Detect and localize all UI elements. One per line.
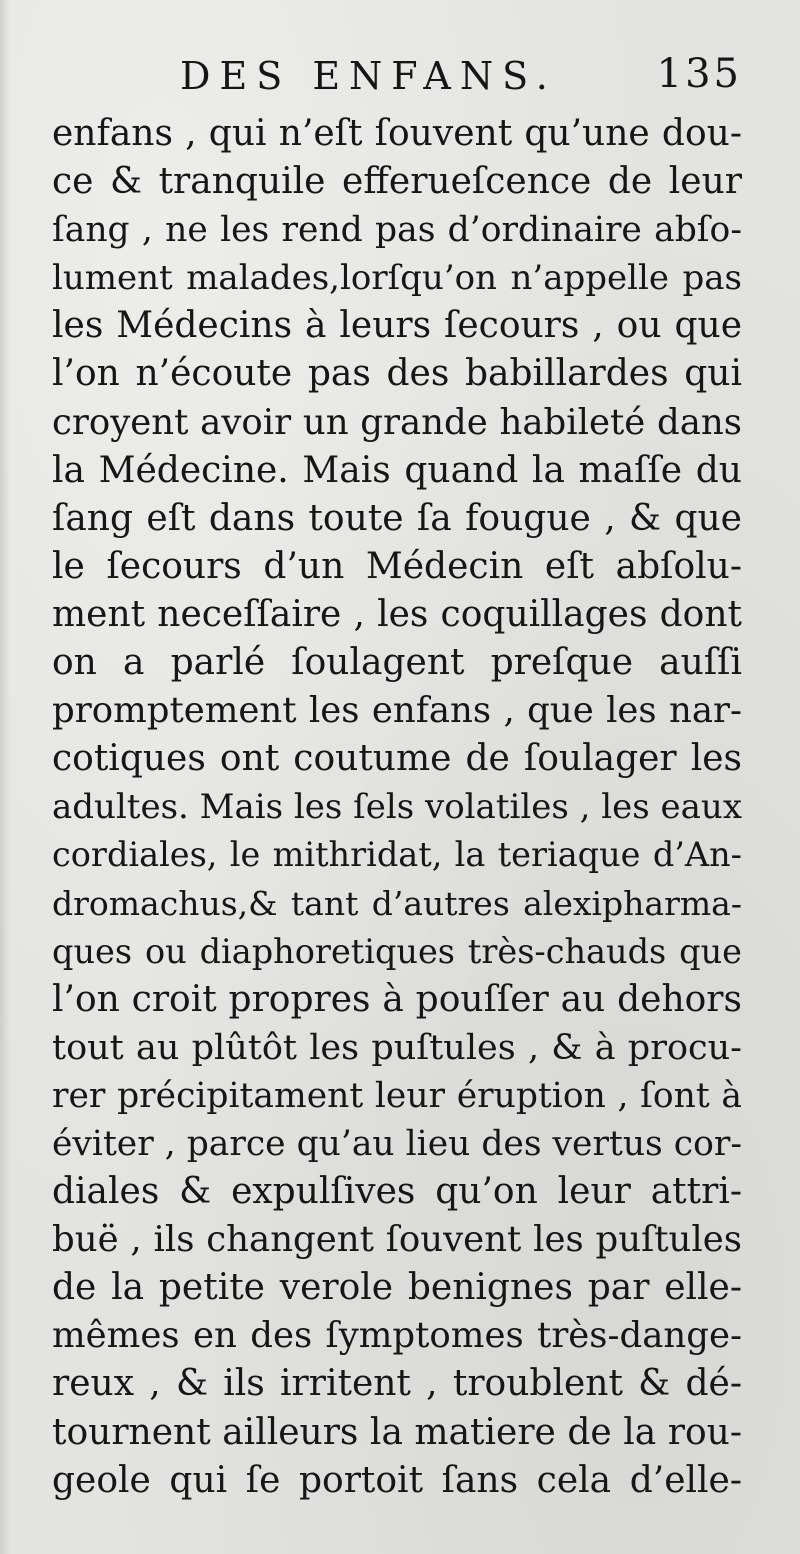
text-line: enfans , qui n’eſt ſouvent qu’une dou- [52, 113, 742, 154]
page-number: 135 [656, 51, 742, 97]
text-line: ques ou diaphoretiques très-chauds que [52, 931, 742, 971]
text-line: rer précipitament leur éruption , ſont à [52, 1075, 742, 1116]
text-line: buë , ils changent ſouvent les puſtules [52, 1219, 742, 1261]
text-line: la Médecine. Mais quand la maſſe du [52, 449, 742, 491]
text-line: adultes. Mais les ſels volatiles , les eaux [52, 787, 742, 828]
text-line: tout au plûtôt les puſtules , & à procu- [52, 1027, 742, 1068]
text-line: tournent ailleurs la matiere de la rou- [52, 1411, 742, 1453]
text-line: geole qui ſe portoit ſans cela d’elle- [52, 1459, 742, 1501]
body-text [52, 110, 742, 1505]
text-line: diales & expulſives qu’on leur attri- [52, 1171, 742, 1213]
text-line: de la petite verole benignes par elle- [52, 1267, 742, 1309]
page-header [180, 50, 742, 102]
text-line: mêmes en des ſymptomes très-dange- [52, 1315, 742, 1357]
text-line: croyent avoir un grande habileté dans [52, 401, 742, 443]
text-line: l’on croit propres à pouſſer au dehors [52, 978, 742, 1020]
text-line: lument malades,lorſqu’on n’appelle pas [52, 258, 742, 299]
text-line: l’on n’écoute pas des babillardes qui [52, 353, 742, 395]
text-line: les Médecins à leurs ſecours , ou que [52, 305, 742, 347]
text-line: le ſecours d’un Médecin eſt abſolu- [52, 545, 742, 587]
text-line: ſang eſt dans toute ſa fougue , & que [52, 497, 742, 539]
text-line: dromachus,& tant d’autres alexipharma- [52, 883, 742, 923]
text-line: on a parlé ſoulagent preſque auſſi [52, 642, 742, 684]
text-line: ce & tranquile efferueſcence de leur [52, 161, 742, 203]
text-line: ment neceſſaire , les coquillages dont [52, 593, 742, 635]
page-edge-shadow [0, 0, 10, 1554]
text-line: cordiales, le mithridat, la teriaque d’An- [52, 835, 742, 875]
text-line: promptement les enfans , que les nar- [52, 690, 742, 732]
text-line: cotiques ont coutume de ſoulager les [52, 738, 742, 780]
text-line: éviter , parce qu’au lieu des vertus cor- [52, 1123, 742, 1164]
text-line: reux , & ils irritent , troublent & dé- [52, 1363, 742, 1405]
text-line: ſang , ne les rend pas d’ordinaire abſo- [52, 210, 742, 251]
running-title: DES ENFANS. [180, 54, 557, 98]
